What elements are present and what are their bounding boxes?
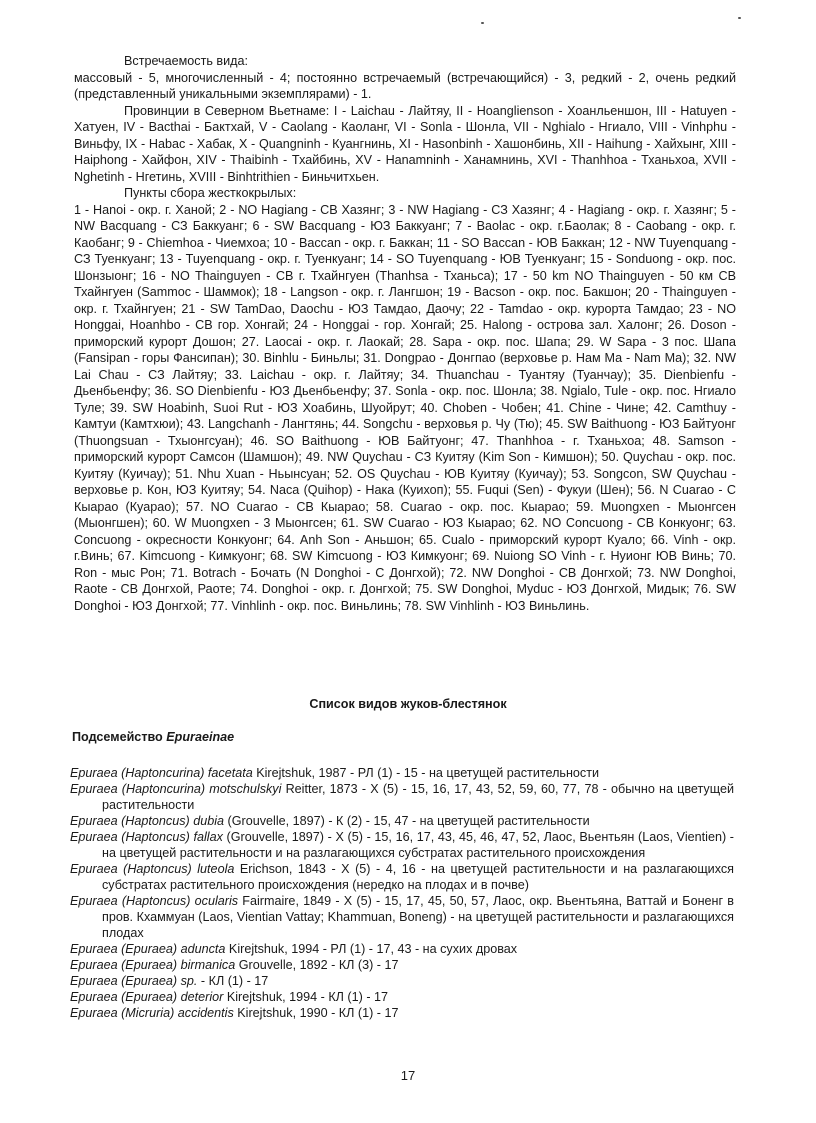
species-entry: Epuraea (Micruria) accidentis Kirejtshuk, 1990 - КЛ (1) - 17 [70, 1006, 399, 1020]
occurrence-title: Встречаемость вида: [124, 54, 248, 68]
page-number: 17 [400, 1068, 416, 1083]
species-entry: Epuraea (Haptoncus) luteola Erichson, 1843 - X (5) - 4, 16 - на цветущей растительности и на разлагающихся субстратах растительного происхождения (нередко на плодах и в почве) [70, 862, 734, 892]
species-list [70, 765, 734, 1021]
species-entry: Epuraea (Epuraea) deterior Kirejtshuk, 1994 - КЛ (1) - 17 [70, 990, 389, 1004]
species-entry: Epuraea (Haptoncus) fallax (Grouvelle, 1897) - X (5) - 15, 16, 17, 43, 45, 46, 47, 52, Лаос, Вьентьян (Laos, Vientien) - на цветущей растительности и на разлагающихся субстратах растительного происхождения [70, 830, 734, 860]
provinces-text: Провинции в Северном Вьетнаме: I - Laichau - Лайтяу, II - Hoanglienson - Хоанльеншон, III - Hatuyen - Хатуен, IV - Bacthai - Бактхай, V - Caolang - Каоланг, VI - Sonla - Шонла, VII - Nghialo - Нгиало, VIII - Vinhphu - Виньфу, IX - Habac - Хабак, X - Quangninh - Куангнинь, XI - Hasonbinh - Хашонбинь, XII - Haihung - Хайхынг, XIII - Haiphong - Хайфон, XIV - Thaibinh - Тхайбинь, XV - Hanamninh - Ханамнинь, XVI - Thanhhoa - Тханьхоа, XVII - Nghetinh - Нгетинь, XVIII - Binhtrithien - Биньчитхьен. [74, 103, 736, 184]
collection-title: Пункты сбора жесткокрылых: [124, 186, 297, 200]
species-entry: Epuraea (Haptoncus) ocularis Fairmaire, 1849 - X (5) - 15, 17, 45, 50, 57, Лаос, окр. Вьентьяна, Ваттай и Боненг в пров. Кхаммуан (Laos, Vientian Vattay; Khammuan, Boneng) - на цветущей растительности и разлагающихся плодах [70, 894, 734, 940]
subfamily-label: Подсемейство [72, 730, 163, 744]
collection-points-text: 1 - Hanoi - окр. г. Ханой; 2 - NO Hagiang - СВ Хазянг; 3 - NW Hagiang - СЗ Хазянг; 4 - Hagiang - окр. г. Хазянг; 5 - NW Bacquang - СЗ Баккуанг; 6 - SW Bacquang - ЮЗ Баккуанг; 7 - Baolac - окр. г.Баолак; 8 - Caobang - окр. г. Каобанг; 9 - Chiemhoa - Чиемхоа; 10 - Baccan - окр. г. Баккан; 11 - SO Baccan - ЮВ Баккан; 12 - NW Tuyenquang - СЗ Туенкуанг; 13 - Tuyenquang - окр. г. Туенкуанг; 14 - SO Tuyenquang - ЮВ Туенкуанг; 15 - Sonduong - окр. пос. Шонзыонг; 16 - NO Thainguyen - СВ г. Тхайнгуен (Thanhsa - Тханьса); 17 - 50 km NO Thainguyen - 50 км СВ Тхайнгуен (Sammoc - Шаммок); 18 - Langson - окр. г. Лангшон; 19 - Bacson - окр. пос. Бакшон; 20 - Thainguyen - окр. г. Тхайнгуен; 21 - SW TamDao, Daochu - ЮЗ Тамдао, Даочу; 22 - Tamdao - окр. курорта Тамдао; 23 - NO Honggai, Hoanhbo - СВ гор. Хонгай; 24 - Honggai - гор. Хонгай; 25. Halong - острова зал. Халонг; 26. Doson - приморский курорт Дошон; 27. Laocai - окр. г. Лаокай; 28. Sapa - окр. пос. Шапа; 29. W Sapa - 3 пос. Шапа (Fansipan - горы Фансипан); 30. Binhlu - Биньлы; 31. Dongpao - Донгпао (верховье р. Нам Ма - Nam Ma); 32. NW Lai Chau - СЗ Лайтяу; 33. Laichau - окр. г. Лайтяу; 34. Thuanchau - Туантяу (Туанчау); 35. Dienbienfu - Дьенбьенфу; 36. SO Dienbienfu - ЮЗ Дьенбьенфу; 37. Sonla - окр. пос. Шонла; 38. Ngialo, Tule - окр. пос. Нгиало Туле; 39. SW Hoabinh, Suoi Rut - ЮЗ Хоабинь, Шуойрут; 40. Choben - Чобен; 41. Chine - Чине; 42. Camthuy - Камтуи (Камтхюи); 43. Langchanh - Лангтянь; 44. Songchu - верховья р. Чу (Тю); 45. SW Baithuong - ЮЗ Байтуонг (Thuongsuan - Тхыонгсуан); 46. SO Baithuong - ЮВ Байтуонг; 47. Thanhhoa - г. Тханьхоа; 48. Samson - приморский курорт Самсон (Шамшон); 49. NW Quychau - СЗ Куитяу (Kim Son - Кимшон); 50. Quychau - окр. пос. Куитяу (Куичау); 51. Nhu Xuan - Ньынсуан; 52. OS Quychau - ЮВ Куитяу (Куичау); 53. Songcon, SW Quychau - верховье р. Кон, ЮЗ Куитяу; 54. Naca (Quihop) - Нака (Куихоп); 55. Fuqui (Sen) - Фукуи (Шен); 56. N Cuarao - С Кыарао (Куарао); 57. NO Cuarao - СВ Кыарао; 58. Cuarao - окр. пос. Кыарао; 59. Muongxen - Мыонгсен (Мыонгшен); 60. W Muongxen - 3 Мыонгсен; 61. SW Cuarao - ЮЗ Кыарао; 62. NO Concuong - СВ Конкуонг; 63. Concuong - окресности Конкуонг; 64. Anh Son - Аньшон; 65. Cualo - приморский курорт Куало; 66. Vinh - окр. г.Винь; 67. Kimcuong - Кимкуонг; 68. SW Kimcuong - ЮЗ Кимкуонг; 69. Nuiong SO Vinh - г. Нуионг ЮВ Винь; 70. Ron - мыс Рон; 71. Botrach - Бочать (N Donghoi - С Донгхой); 72. NW Donghoi - СВ Донгхой; 73. NW Donghoi, Raote - СВ Донгхой, Раоте; 74. Donghoi - окр. г. Донгхой; 75. SW Donghoi, Myduc - ЮЗ Донгхой, Мидык; 76. SW Donghoi - ЮЗ Донгхой; 77. Vinhlinh - окр. пос. Виньлинь; 78. SW Vinhlinh - ЮЗ Виньлинь. [74, 202, 736, 613]
species-entry: Epuraea (Epuraea) birmanica Grouvelle, 1892 - КЛ (3) - 17 [70, 958, 399, 972]
species-entry: Epuraea (Epuraea) aduncta Kirejtshuk, 1994 - РЛ (1) - 17, 43 - на сухих дровах [70, 942, 518, 956]
scan-speck [481, 22, 484, 24]
intro-section [74, 53, 736, 614]
subfamily-heading [72, 730, 234, 744]
occurrence-text: массовый - 5, многочисленный - 4; постоянно встречаемый (встречающийся) - 3, редкий - 2, очень редкий (представленный уникальными экземплярами) - 1. [74, 70, 736, 101]
species-list-heading: Список видов жуков-блестянок [309, 697, 507, 711]
scan-speck [738, 17, 741, 19]
species-entry: Epuraea (Epuraea) sp. - КЛ (1) - 17 [70, 974, 269, 988]
species-entry: Epuraea (Haptoncus) dubia (Grouvelle, 1897) - К (2) - 15, 47 - на цветущей растительности [70, 814, 590, 828]
species-entry: Epuraea (Haptoncurina) motschulskyi Reitter, 1873 - X (5) - 15, 16, 17, 43, 52, 59, 60, 77, 78 - обычно на цветущей растительности [70, 782, 734, 812]
subfamily-name: Epuraeinae [166, 730, 235, 744]
species-entry: Epuraea (Haptoncurina) facetata Kirejtshuk, 1987 - РЛ (1) - 15 - на цветущей растительности [70, 766, 600, 780]
